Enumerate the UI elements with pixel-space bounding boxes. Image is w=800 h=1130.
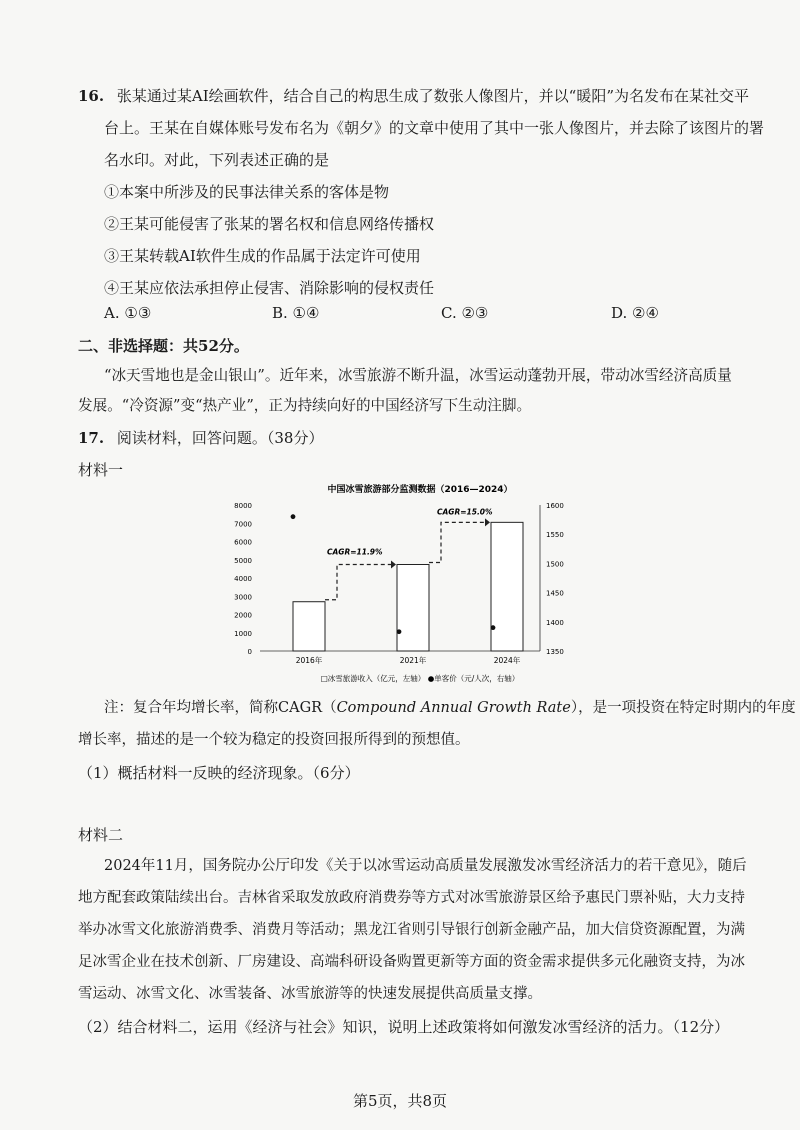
left-tick-label: 6000	[234, 538, 252, 547]
q16-statement-2: ②王某可能侵害了张某的署名权和信息网络传播权	[104, 215, 435, 233]
material2-line-1: 2024年11月，国务院办公厅印发《关于以冰雪运动高质量发展激发冰雪经济活力的若干意见》，随后	[104, 858, 747, 874]
category-label: 2016年	[295, 656, 323, 665]
left-tick-label: 3000	[234, 593, 252, 602]
section2-intro-2: 发展。“冷资源”变“热产业”，正为持续向好的中国经济写下生动注脚。	[78, 397, 532, 414]
right-tick-label: 1400	[546, 618, 564, 627]
price-point	[491, 625, 496, 630]
q16-statement-1: ①本案中所涉及的民事法律关系的客体是物	[104, 183, 390, 201]
category-label: 2024年	[493, 656, 521, 665]
q17-sub1: （1）概括材料一反映的经济现象。（6分）	[78, 764, 360, 782]
bar	[491, 522, 523, 651]
ice-snow-chart	[220, 478, 620, 688]
growth-line-2	[429, 522, 487, 562]
note-italic: Compound Annual Growth Rate	[336, 700, 571, 716]
q16-stem-2: 台上。王某在自媒体账号发布名为《朝夕》的文章中使用了其中一张人像图片，并去除了该图片的署	[104, 119, 765, 137]
left-tick-label: 0	[247, 648, 252, 656]
section2-heading: 二、非选择题：共52分。	[78, 337, 249, 355]
q16-option-b: B. ①④	[272, 304, 320, 322]
right-tick-label: 1350	[546, 648, 564, 656]
material2-line-5: 雪运动、冰雪文化、冰雪装备、冰雪旅游等的快速发展提供高质量支撑。	[78, 986, 542, 1002]
q16-stem-1: 张某通过某AI绘画软件，结合自己的构思生成了数张人像图片，并以“暖阳”为名发布在某社交平	[116, 87, 749, 105]
left-tick-label: 7000	[234, 520, 252, 529]
material2-label: 材料二	[78, 826, 124, 844]
note-prefix: 注：复合年均增长率，简称CAGR（	[104, 700, 337, 716]
arrow-head-1	[391, 560, 396, 568]
q16-statement-3: ③王某转载AI软件生成的作品属于法定许可使用	[104, 247, 421, 265]
arrow-head-2	[485, 518, 490, 526]
chart-note-2: 增长率，描述的是一个较为稳定的投资回报所得到的预想值。	[78, 732, 470, 748]
page-footer: 第5页，共8页	[352, 1092, 448, 1110]
growth-line-1	[325, 564, 393, 599]
material2-line-4: 足冰雪企业在技术创新、厂房建设、高端科研设备购置更新等方面的资金需求提供多元化融资支持，为冰	[78, 954, 745, 970]
note-suffix: ），是一项投资在特定时期内的年度	[570, 700, 796, 716]
left-tick-label: 8000	[234, 502, 252, 510]
bar	[397, 564, 429, 651]
right-tick-label: 1550	[546, 531, 564, 540]
chart-title: 中国冰雪旅游部分监测数据（2016—2024）	[327, 485, 513, 495]
q17-line	[78, 428, 323, 448]
category-label: 2021年	[399, 656, 427, 665]
left-tick-label: 4000	[234, 575, 252, 583]
q16-option-a: A. ①③	[104, 304, 152, 322]
q16-option-c: C. ②③	[441, 304, 489, 322]
q16-line-1	[78, 86, 749, 106]
price-point	[397, 629, 402, 634]
left-tick-label: 1000	[234, 629, 252, 638]
chart-note-1	[104, 698, 796, 718]
q17-sub2: （2）结合材料二，运用《经济与社会》知识，说明上述政策将如何激发冰雪经济的活力。（12分）	[78, 1018, 730, 1036]
section2-intro-1: “冰天雪地也是金山银山”。近年来，冰雪旅游不断升温，冰雪运动蓬勃开展，带动冰雪经济高质量	[104, 367, 732, 384]
material1-label: 材料一	[78, 461, 124, 479]
material2-line-2: 地方配套政策陆续出台。吉林省采取发放政府消费券等方式对冰雪旅游景区给予惠民门票补贴，大力支持	[78, 890, 745, 906]
left-tick-label: 2000	[234, 611, 252, 620]
material2-line-3: 举办冰雪文化旅游消费季、消费月等活动；黑龙江省则引导银行创新金融产品，加大信贷资源配置，为满	[78, 922, 745, 938]
q17-title: 阅读材料，回答问题。（38分）	[116, 429, 324, 447]
right-tick-label: 1500	[546, 560, 564, 569]
right-tick-label: 1600	[546, 502, 564, 510]
q16-option-d: D. ②④	[611, 304, 659, 322]
q16-statement-4: ④王某应依法承担停止侵害、消除影响的侵权责任	[104, 279, 435, 297]
q16-stem-3: 名水印。对此，下列表述正确的是	[104, 151, 330, 169]
q17-number: 17.	[78, 429, 105, 447]
cagr-annotation: CAGR=11.9%	[327, 547, 383, 557]
cagr-annotation: CAGR=15.0%	[437, 507, 493, 517]
chart-legend: □冰雪旅游收入（亿元，左轴） ●单客价（元/人次，右轴）	[320, 674, 520, 683]
bar	[293, 602, 325, 651]
q16-number: 16.	[78, 87, 105, 105]
price-point	[291, 514, 296, 519]
left-tick-label: 5000	[234, 556, 252, 565]
right-tick-label: 1450	[546, 589, 564, 598]
